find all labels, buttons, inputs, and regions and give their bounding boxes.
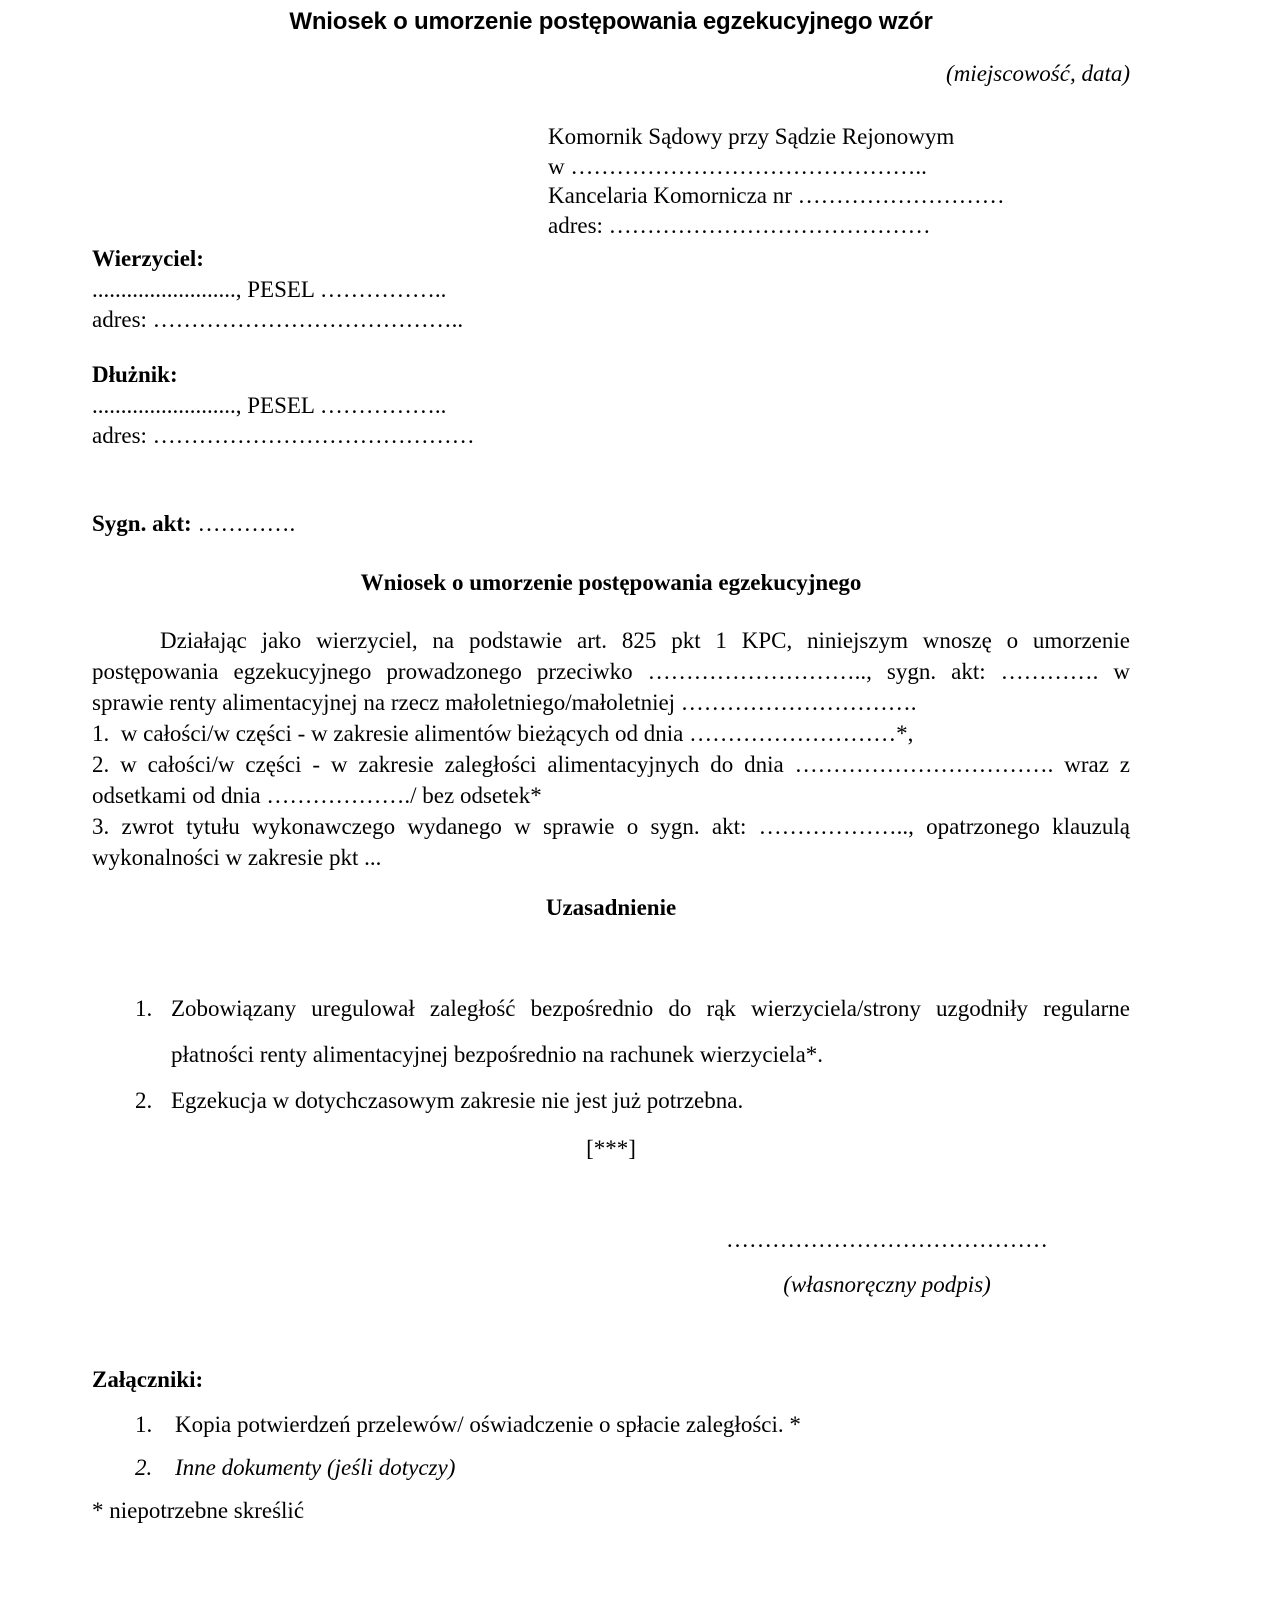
creditor-id-line: ........................., PESEL …………….. <box>92 276 447 302</box>
addressee-block <box>548 122 1130 240</box>
justification-item <box>135 1078 1130 1124</box>
request-item: 3. zwrot tytułu wykonawczego wydanego w sprawie o sygn. akt: ……………….., opatrzonego klauzulą wykonalności w zakresie pkt ... <box>92 814 1130 871</box>
addressee-line: adres: …………………………………… <box>548 212 931 238</box>
attachment-item <box>135 1452 1130 1483</box>
addressee-line: w ……………………………………….. <box>548 153 927 179</box>
request-item: 2. w całości/w części - w zakresie zaległości alimentacyjnych do dnia ……………………………. wraz z odsetkami od dnia ………………./ bez odsetek* <box>92 751 1130 808</box>
item-number: 2. <box>135 1088 153 1114</box>
creditor-address-line: adres: ………………………………….. <box>92 307 464 333</box>
debtor-id-line: ........................., PESEL …………….. <box>92 392 447 418</box>
debtor-section <box>92 360 1130 452</box>
item-number: 1. <box>135 1412 153 1438</box>
item-number: 2. <box>135 1455 153 1481</box>
request-item: 1. w całości/w części - w zakresie alimentów bieżących od dnia ………………………*, <box>92 720 914 746</box>
creditor-label: Wierzyciel: <box>92 246 204 272</box>
attachment-item <box>135 1409 1130 1440</box>
attachments-list <box>92 1409 1130 1483</box>
justification-list <box>92 986 1130 1124</box>
debtor-label: Dłużnik: <box>92 361 178 387</box>
attachments-heading: Załączniki: <box>92 1367 204 1393</box>
addressee-line: Kancelaria Komornicza nr ……………………… <box>548 183 1005 209</box>
justification-item <box>135 986 1130 1078</box>
item-text: Kopia potwierdzeń przelewów/ oświadczenie o spłacie zaległości. * <box>175 1412 801 1438</box>
debtor-address-line: adres: …………………………………… <box>92 423 475 449</box>
case-number-label: Sygn. akt: <box>92 510 192 536</box>
justification-heading: Uzasadnienie <box>545 895 677 921</box>
case-number-line <box>92 508 1130 539</box>
item-text: Zobowiązany uregulował zaległość bezpośrednio do rąk wierzyciela/strony uzgodniły regularne płatności renty alimentacyjnej bezpośrednio na rachunek wierzyciela*. <box>171 996 1130 1068</box>
creditor-section <box>92 244 1130 336</box>
signature-caption: (własnoręczny podpis) <box>783 1272 991 1298</box>
footnote-asterisk-note: * niepotrzebne skreślić <box>92 1498 305 1524</box>
request-heading: Wniosek o umorzenie postępowania egzekucyjnego <box>360 569 862 595</box>
place-date-note: (miejscowość, data) <box>946 61 1130 87</box>
doc-title: Wniosek o umorzenie postępowania egzekucyjnego wzór <box>289 8 933 35</box>
request-paragraph: Działając jako wierzyciel, na podstawie art. 825 pkt 1 KPC, niniejszym wnoszę o umorzenie postępowania egzekucyjnego prowadzonego przeciwko ……………………….., sygn. akt: …………. w sprawie renty alimentacyjnej na rzecz małoletniego/małoletniej …………………………. <box>92 627 1130 715</box>
placeholder-marker: [***] <box>586 1136 636 1162</box>
signature-dots-line: …………………………………… <box>726 1227 1048 1253</box>
case-number-dots: …………. <box>197 510 296 536</box>
item-text: Inne dokumenty (jeśli dotyczy) <box>175 1455 456 1481</box>
item-text: Egzekucja w dotychczasowym zakresie nie jest już potrzebna. <box>171 1088 744 1114</box>
addressee-line: Komornik Sądowy przy Sądzie Rejonowym <box>548 124 955 150</box>
item-number: 1. <box>135 996 153 1022</box>
signature-block <box>722 1224 1052 1300</box>
